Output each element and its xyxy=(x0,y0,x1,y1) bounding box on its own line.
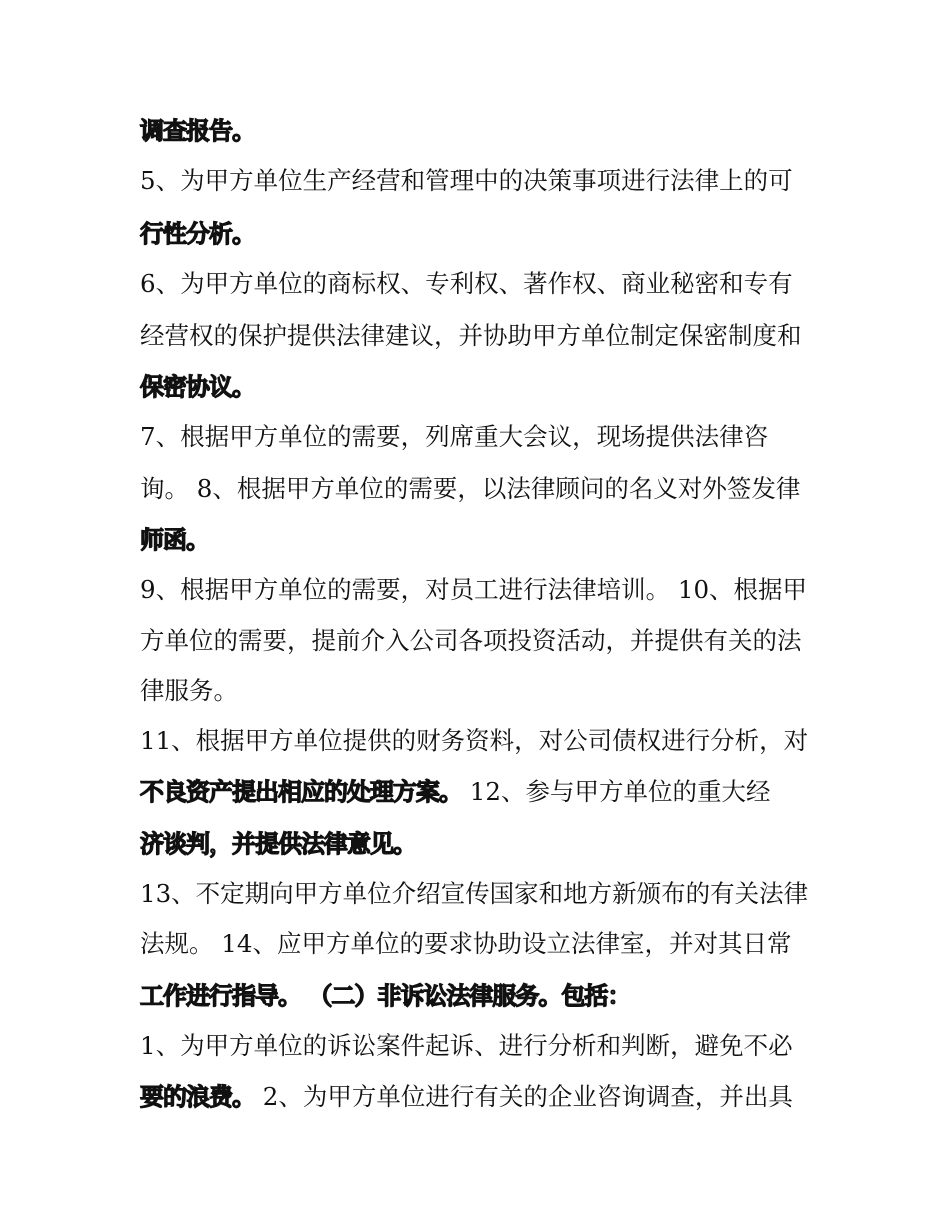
text-line: 1、为甲方单位的诉讼案件起诉、进行分析和判断，避免不必 xyxy=(140,1031,793,1060)
text-line: 要的浪费。 2、为甲方单位进行有关的企业咨询调查，并出具 xyxy=(140,1082,793,1111)
text-line: 工作进行指导。 （二）非诉讼法律服务。包括： xyxy=(140,982,631,1010)
text-line: 不良资产提出相应的处理方案。 12、参与甲方单位的重大经 xyxy=(140,777,771,806)
text-line: 方单位的需要，提前介入公司各项投资活动，并提供有关的法 xyxy=(140,626,802,655)
text-line: 11、根据甲方单位提供的财务资料，对公司债权进行分析，对 xyxy=(140,726,809,755)
text-line: 6、为甲方单位的商标权、专利权、著作权、商业秘密和专有 xyxy=(140,269,793,298)
text-line: 5、为甲方单位生产经营和管理中的决策事项进行法律上的可 xyxy=(140,166,793,195)
text-line: 师函。 xyxy=(140,526,209,554)
text-line: 13、不定期向甲方单位介绍宣传国家和地方新颁布的有关法律 xyxy=(140,879,809,908)
text-line: 7、根据甲方单位的需要，列席重大会议，现场提供法律咨 xyxy=(140,422,769,451)
text-line: 经营权的保护提供法律建议，并协助甲方单位制定保密制度和 xyxy=(140,321,802,350)
text-line: 律服务。 xyxy=(140,676,238,705)
text-line: 保密协议。 xyxy=(140,373,255,401)
text-line: 调查报告。 xyxy=(140,117,255,145)
text-line: 9、根据甲方单位的需要，对员工进行法律培训。 10、根据甲 xyxy=(140,575,808,604)
text-line: 济谈判，并提供法律意见。 xyxy=(140,830,416,858)
text-line: 询。 8、根据甲方单位的需要，以法律顾问的名义对外签发律 xyxy=(140,474,801,503)
text-line: 行性分析。 xyxy=(140,220,255,248)
text-line: 法规。 14、应甲方单位的要求协助设立法律室，并对其日常 xyxy=(140,929,792,958)
